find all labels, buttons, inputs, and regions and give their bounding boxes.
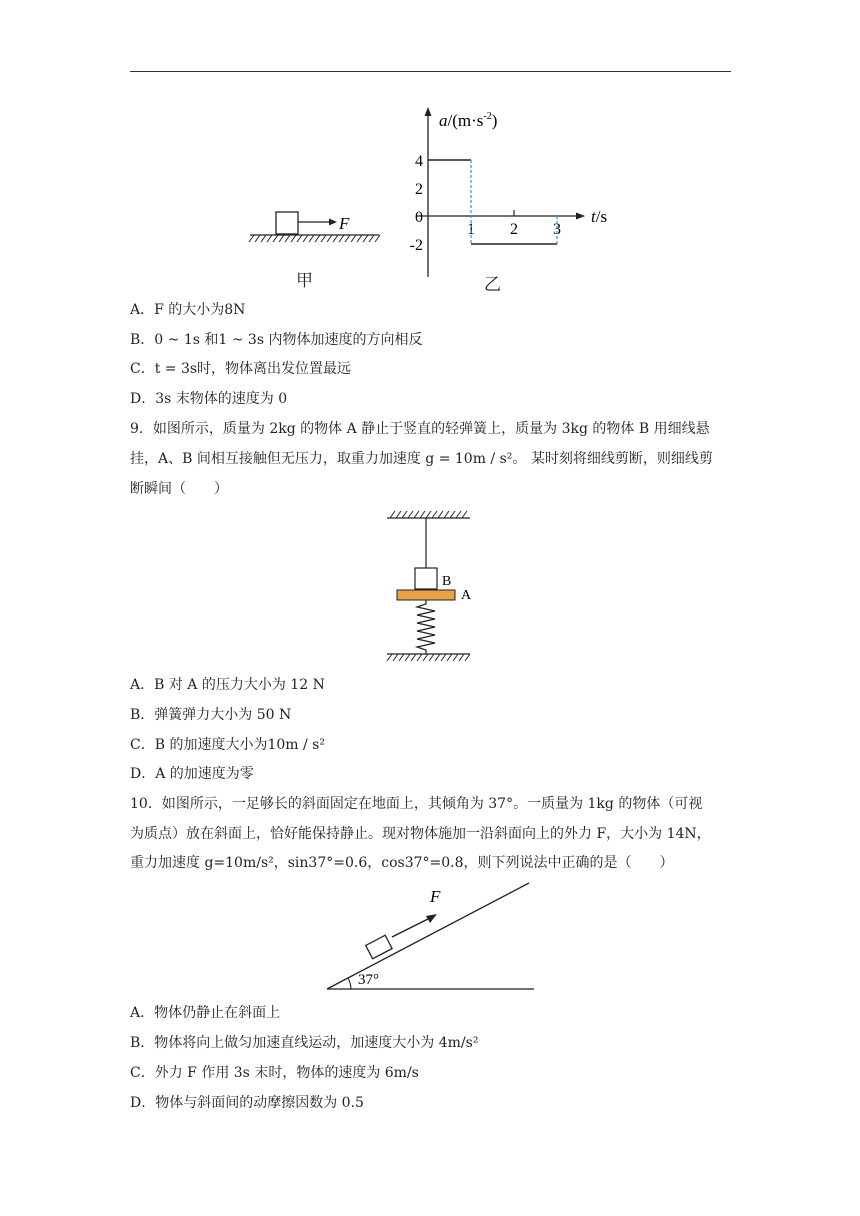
q10-option-b: B．物体将向上做匀加速直线运动，加速度大小为 4m/s²	[130, 1035, 479, 1051]
ground-hatch	[249, 235, 380, 242]
incline-diagram	[320, 880, 545, 995]
figure-q9-spring-system	[380, 508, 490, 663]
figure-jia	[245, 205, 385, 245]
q10-stem-line1: 10．如图所示，一足够长的斜面固定在地面上，其倾角为 37°。一质量为 1kg 的物体（可视	[130, 796, 703, 812]
figure-q10-incline	[320, 880, 545, 995]
q9-option-a: A．B 对 A 的压力大小为 12 N	[130, 677, 325, 693]
force-label-jia: F	[339, 214, 350, 233]
spring	[417, 600, 435, 654]
y-tick-label: 0	[415, 209, 423, 226]
q9-stem-line2: 挂，A、B 间相互接触但无压力，取重力加速度 g = 10m / s²。 某时刻将细线剪断，则细线剪	[130, 451, 713, 467]
q9-stem-line3: 断瞬间（ ）	[130, 481, 228, 497]
q8-option-d: D．3s 末物体的速度为 0	[130, 391, 288, 407]
q8-option-c: C．t = 3s时，物体离出发位置最远	[130, 361, 352, 377]
q9-option-b: B．弹簧弹力大小为 50 N	[130, 707, 292, 723]
force-arrow-shaft	[392, 918, 430, 937]
x-tick-label: 2	[510, 221, 518, 238]
angle-label: 37°	[358, 972, 379, 988]
x-tick-label: 1	[467, 221, 475, 238]
block-on-ground-diagram	[245, 205, 385, 245]
caption-yi: 乙	[484, 275, 501, 295]
q9-stem-line1: 9．如图所示，质量为 2kg 的物体 A 静止于竖直的轻弹簧上，质量为 3kg 的物体 B 用细线悬	[130, 421, 710, 437]
ceiling-hatch	[390, 511, 467, 518]
force-arrow-head	[426, 914, 437, 923]
y-axis-label: $a/(m\cdot s^{-2})$	[439, 111, 498, 130]
q9-option-c: C．B 的加速度大小为10m / s²	[130, 737, 325, 753]
acceleration-time-graph	[395, 100, 625, 280]
x-axis-label: t/s	[591, 207, 608, 226]
header-rule	[130, 71, 731, 72]
q10-option-c: C．外力 F 作用 3s 末时，物体的速度为 6m/s	[130, 1065, 419, 1081]
y-tick-label: 2	[415, 181, 423, 198]
label-b: B	[442, 574, 452, 589]
angle-arc	[348, 978, 351, 989]
plate-a	[397, 590, 455, 600]
label-a: A	[461, 588, 472, 603]
q10-stem-line3: 重力加速度 g=10m/s²，sin37°=0.6，cos37°=0.8，则下列说法中正确的是（ ）	[130, 855, 674, 871]
block-b	[415, 568, 437, 589]
figure-yi	[395, 100, 625, 280]
q8-option-a: A．F 的大小为8N	[130, 302, 246, 318]
force-label-q10: F	[430, 887, 441, 906]
x-axis-arrow	[576, 213, 585, 220]
floor-hatch	[387, 654, 470, 661]
block-on-incline	[366, 935, 392, 959]
y-axis-arrow	[425, 107, 432, 116]
q10-option-d: D．物体与斜面间的动摩擦因数为 0.5	[130, 1095, 364, 1111]
q8-option-b: B．0 ~ 1s 和1 ~ 3s 内物体加速度的方向相反	[130, 332, 423, 348]
x-tick-label: 3	[553, 221, 561, 238]
q10-stem-line2: 为质点）放在斜面上，恰好能保持静止。现对物体施加一沿斜面向上的外力 F，大小为 14N，	[130, 826, 711, 842]
caption-jia: 甲	[296, 271, 313, 291]
spring-system-diagram	[380, 508, 490, 663]
y-tick-label: 4	[415, 153, 423, 170]
q10-option-a: A．物体仍静止在斜面上	[130, 1005, 281, 1021]
y-tick-label: -2	[409, 237, 423, 254]
q9-option-d: D．A 的加速度为零	[130, 766, 254, 782]
